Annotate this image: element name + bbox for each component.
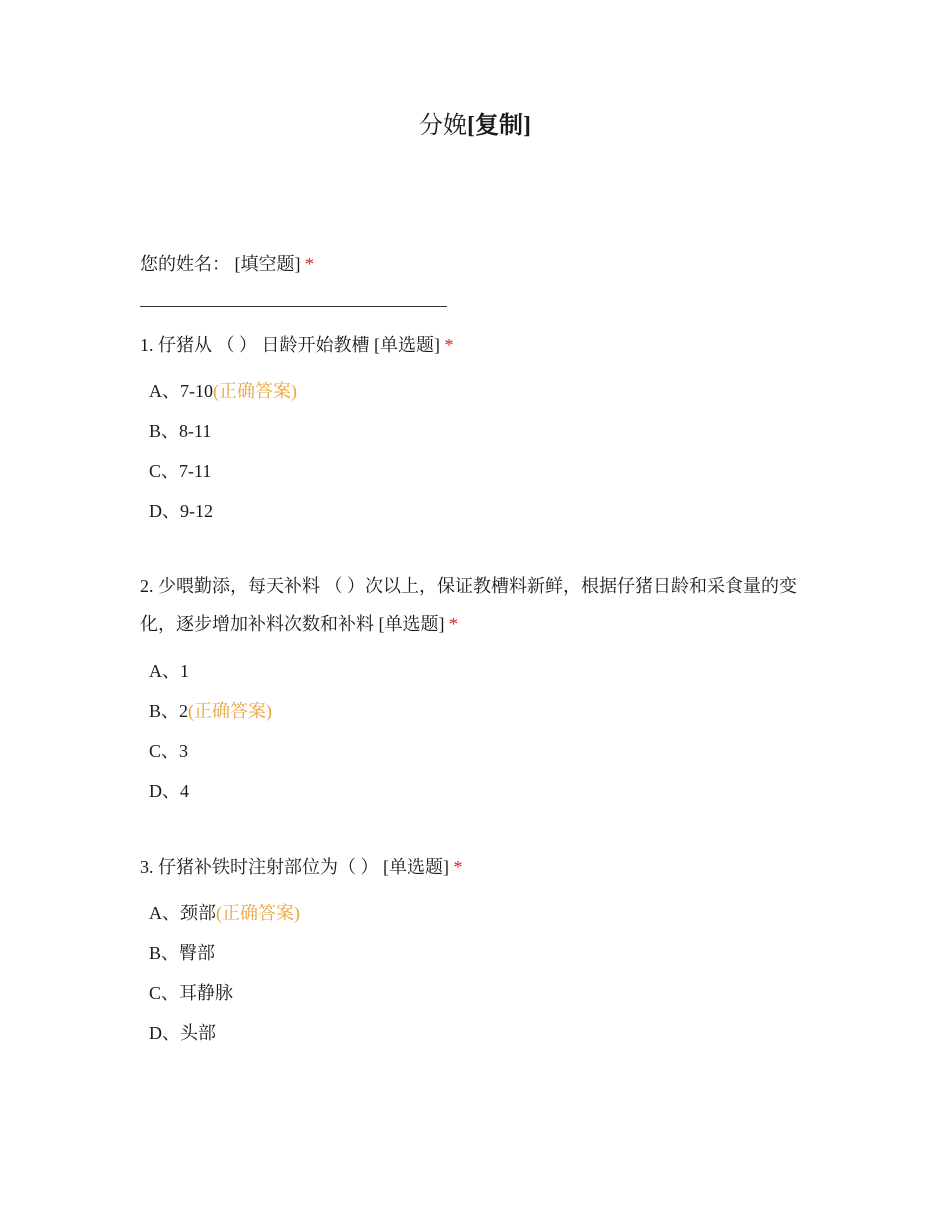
question-1-option-b[interactable] bbox=[149, 419, 211, 443]
question-text: 仔猪从 （ ） 日龄开始教槽 bbox=[158, 335, 370, 355]
option-label: B、8-11 bbox=[149, 421, 212, 441]
question-1-option-d[interactable] bbox=[149, 499, 213, 523]
name-answer-line[interactable] bbox=[140, 306, 447, 307]
option-label: C、7-11 bbox=[149, 461, 212, 481]
question-2-option-d[interactable] bbox=[149, 779, 189, 803]
option-label: A、颈部 bbox=[149, 903, 216, 923]
option-label: A、1 bbox=[149, 661, 189, 681]
question-number: 3. bbox=[140, 857, 154, 877]
required-mark: * bbox=[449, 614, 458, 634]
question-1-option-c[interactable] bbox=[149, 459, 211, 483]
name-question bbox=[140, 245, 820, 283]
option-label: C、3 bbox=[149, 741, 189, 761]
question-2-option-b[interactable] bbox=[149, 699, 272, 723]
required-mark: * bbox=[305, 254, 314, 274]
question-3-option-a[interactable] bbox=[149, 901, 300, 925]
correct-answer-note: (正确答案) bbox=[188, 701, 273, 721]
question-text: 少喂勤添，每天补料 （ ）次以上，保证教槽料新鲜，根据仔猪日龄和采食量的变化，逐步增加补料次数和补料 bbox=[140, 576, 797, 634]
required-mark: * bbox=[453, 857, 463, 877]
title-main: 分娩 bbox=[419, 113, 467, 139]
question-3-option-d[interactable] bbox=[149, 1021, 216, 1045]
question-2-option-a[interactable] bbox=[149, 659, 189, 683]
question-number: 1. bbox=[140, 335, 154, 355]
name-question-type: [填空题] bbox=[234, 254, 301, 274]
question-1 bbox=[140, 326, 820, 364]
question-type: [单选题] bbox=[374, 335, 440, 355]
question-1-option-a[interactable] bbox=[149, 379, 297, 403]
question-type: [单选题] bbox=[383, 857, 449, 877]
option-label: D、头部 bbox=[149, 1023, 216, 1043]
question-2-option-c[interactable] bbox=[149, 739, 188, 763]
option-label: A、7-10 bbox=[149, 381, 213, 401]
title-copy-tag: [复制] bbox=[467, 113, 531, 139]
question-text: 仔猪补铁时注射部位为（ ） bbox=[158, 857, 383, 877]
name-question-label: 您的姓名： bbox=[140, 254, 230, 274]
question-3-option-c[interactable] bbox=[149, 981, 233, 1005]
correct-answer-note: (正确答案) bbox=[213, 381, 297, 401]
question-number: 2. bbox=[140, 576, 154, 596]
option-label: D、4 bbox=[149, 781, 189, 801]
page-title bbox=[0, 110, 950, 142]
option-label: D、9-12 bbox=[149, 501, 213, 521]
option-label: B、2 bbox=[149, 701, 189, 721]
option-label: B、臀部 bbox=[149, 943, 216, 963]
question-3-option-b[interactable] bbox=[149, 941, 215, 965]
required-mark: * bbox=[444, 335, 454, 355]
option-label: C、耳静脉 bbox=[149, 983, 234, 1003]
correct-answer-note: (正确答案) bbox=[216, 903, 300, 923]
question-3 bbox=[140, 848, 820, 886]
question-2 bbox=[140, 567, 820, 643]
question-type: [单选题] bbox=[378, 614, 445, 634]
